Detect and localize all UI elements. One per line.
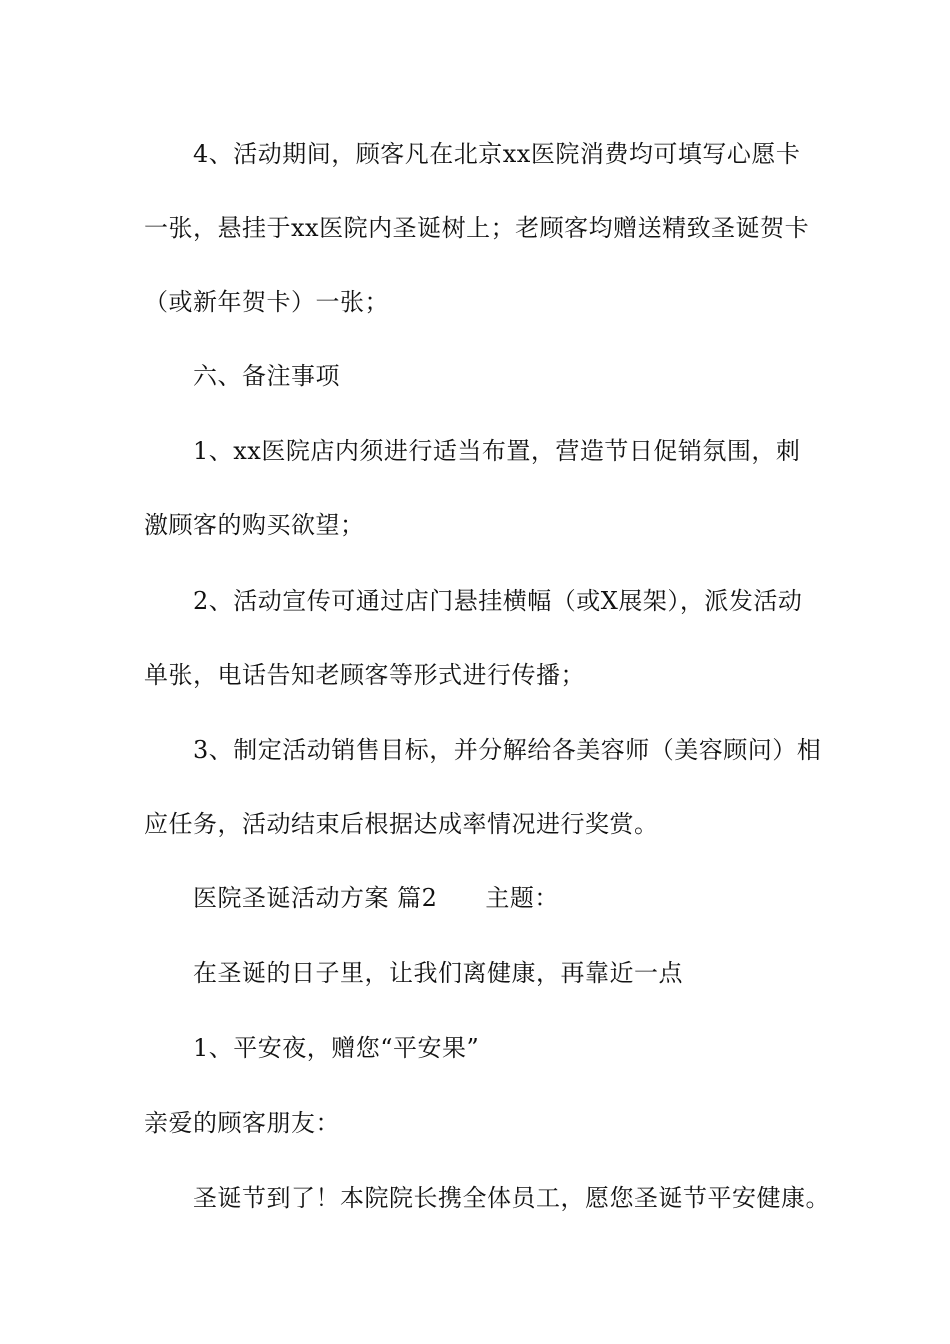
paragraph-line: 一张，悬挂于xx医院内圣诞树上；老顾客均赠送精致圣诞贺卡: [144, 214, 810, 242]
paragraph-line: 单张，电话告知老顾客等形式进行传播；: [144, 661, 585, 689]
paragraph-line: 1、xx医院店内须进行适当布置，营造节日促销氛围，刺: [193, 437, 801, 465]
plan-title: 医院圣诞活动方案 篇2: [193, 884, 438, 912]
paragraph-line: 3、制定活动销售目标，并分解给各美容师（美容顾问）相: [193, 736, 822, 764]
body-text: 圣诞节到了！本院院长携全体员工，愿您圣诞节平安健康。: [193, 1184, 830, 1212]
section-heading: 六、备注事项: [193, 362, 340, 390]
greeting: 亲爱的顾客朋友：: [144, 1109, 340, 1137]
plan-title-line: [193, 883, 863, 913]
plan-item-1: 1、平安夜，赠您“平安果”: [193, 1034, 480, 1062]
paragraph-line: 激顾客的购买欲望；: [144, 511, 365, 539]
paragraph-line: 2、活动宣传可通过店门悬挂横幅（或X展架），派发活动: [193, 587, 803, 615]
theme-text: 在圣诞的日子里，让我们离健康，再靠近一点: [193, 959, 683, 987]
theme-label: 主题：: [485, 884, 559, 912]
paragraph-line: （或新年贺卡）一张；: [144, 288, 389, 316]
paragraph-line: 应任务，活动结束后根据达成率情况进行奖赏。: [144, 810, 659, 838]
paragraph-line: 4、活动期间，顾客凡在北京xx医院消费均可填写心愿卡: [193, 140, 801, 168]
